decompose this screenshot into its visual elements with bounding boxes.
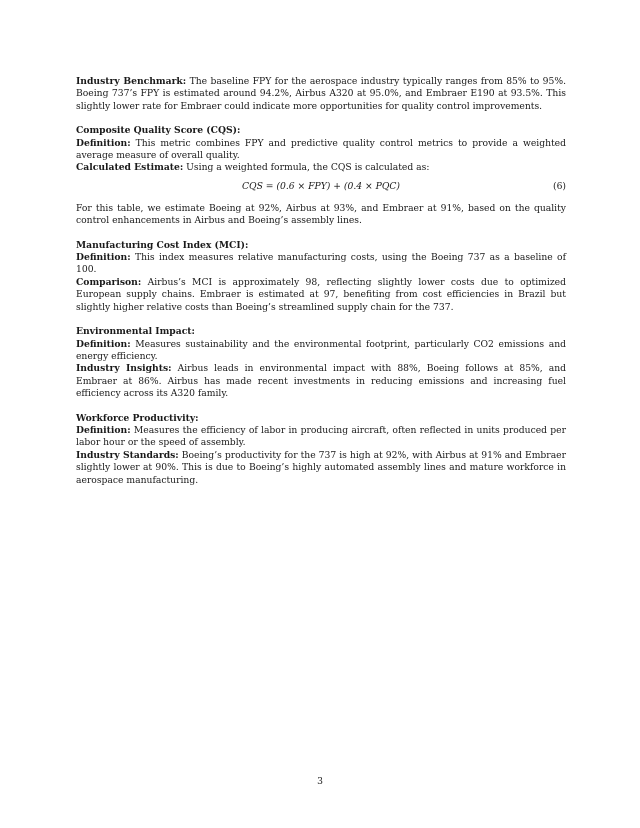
cqs-calculation <box>76 162 566 174</box>
page-body <box>76 76 566 499</box>
workforce-standards <box>76 450 566 487</box>
environment-definition-text: Measures sustainability and the environmental footprint, particularly CO2 emissions and energy efficiency. <box>76 338 567 362</box>
workforce-definition-label: Definition: <box>76 424 131 436</box>
benchmark-text: The baseline FPY for the aerospace industry typically ranges from 85% to 95%. Boeing 737’s FPY is estimated around 94.2%, Airbus A320 at 95.0%, and Embraer E190 at 93.5%. This slightly lower rate for Embraer could indicate more opportunities for quality control improvements. <box>76 76 566 112</box>
environment-heading: Environmental Impact: <box>76 326 195 338</box>
cqs-equation-number: (6) <box>552 180 566 192</box>
cqs-calculation-label: Calculated Estimate: <box>76 162 184 174</box>
mci-comparison-label: Comparison: <box>76 276 142 288</box>
environment-insights-text: Airbus leads in environmental impact with 88%, Boeing follows at 85%, and Embraer at 86%. Airbus has made recent investments in reducing emissions and increasing fuel efficiency across its A320 family. <box>76 363 567 400</box>
cqs-section <box>76 125 566 227</box>
workforce-section <box>76 413 566 487</box>
workforce-definition-text: Measures the efficiency of labor in producing aircraft, often reflected in units produced per labor hour or the speed of assembly. <box>76 424 566 449</box>
cqs-definition <box>76 138 566 163</box>
benchmark-paragraph <box>76 76 566 113</box>
mci-section <box>76 240 566 314</box>
cqs-definition-text: This metric combines FPY and predictive quality control metrics to provide a weighted average measure of overall quality. <box>76 137 567 162</box>
workforce-standards-label: Industry Standards: <box>76 449 179 461</box>
cqs-calculation-text: Using a weighted formula, the CQS is calculated as: <box>186 162 430 174</box>
mci-definition-text: This index measures relative manufacturing costs, using the Boeing 737 as a baseline of 100. <box>76 252 566 276</box>
environment-insights <box>76 363 566 400</box>
cqs-estimate-paragraph: For this table, we estimate Boeing at 92%, Airbus at 93%, and Embraer at 91%, based on the quality control enhancements in Airbus and Boeing’s assembly lines. <box>76 202 566 227</box>
environment-section <box>76 326 566 400</box>
page-number: 3 <box>317 776 323 787</box>
workforce-heading: Workforce Productivity: <box>76 412 199 424</box>
mci-definition-label: Definition: <box>76 252 131 264</box>
mci-comparison-text: Airbus’s MCI is approximately 98, reflecting slightly lower costs due to optimized European supply chains. Embraer is estimated at 97, benefiting from cost efficiencies in Brazil but slightly higher relative costs than Boeing’s streamlined supply chain for the 737. <box>76 276 566 313</box>
mci-comparison <box>76 277 566 314</box>
cqs-heading: Composite Quality Score (CQS): <box>76 125 241 137</box>
environment-insights-label: Industry Insights: <box>76 363 172 375</box>
benchmark-section <box>76 76 566 113</box>
environment-definition <box>76 339 566 364</box>
mci-heading: Manufacturing Cost Index (MCI): <box>76 239 249 251</box>
cqs-equation-formula: CQS = (0.6 × FPY) + (0.4 × PQC) <box>242 180 400 192</box>
workforce-standards-text: Boeing’s productivity for the 737 is high at 92%, with Airbus at 91% and Embraer slightly lower at 90%. This is due to Boeing’s highly automated assembly lines and mature workforce in aerospace manufacturing. <box>76 449 567 486</box>
benchmark-label: Industry Benchmark: <box>76 76 187 87</box>
cqs-equation <box>76 181 566 195</box>
cqs-definition-label: Definition: <box>76 137 131 149</box>
environment-definition-label: Definition: <box>76 338 131 350</box>
workforce-definition <box>76 425 566 450</box>
mci-definition <box>76 252 566 277</box>
